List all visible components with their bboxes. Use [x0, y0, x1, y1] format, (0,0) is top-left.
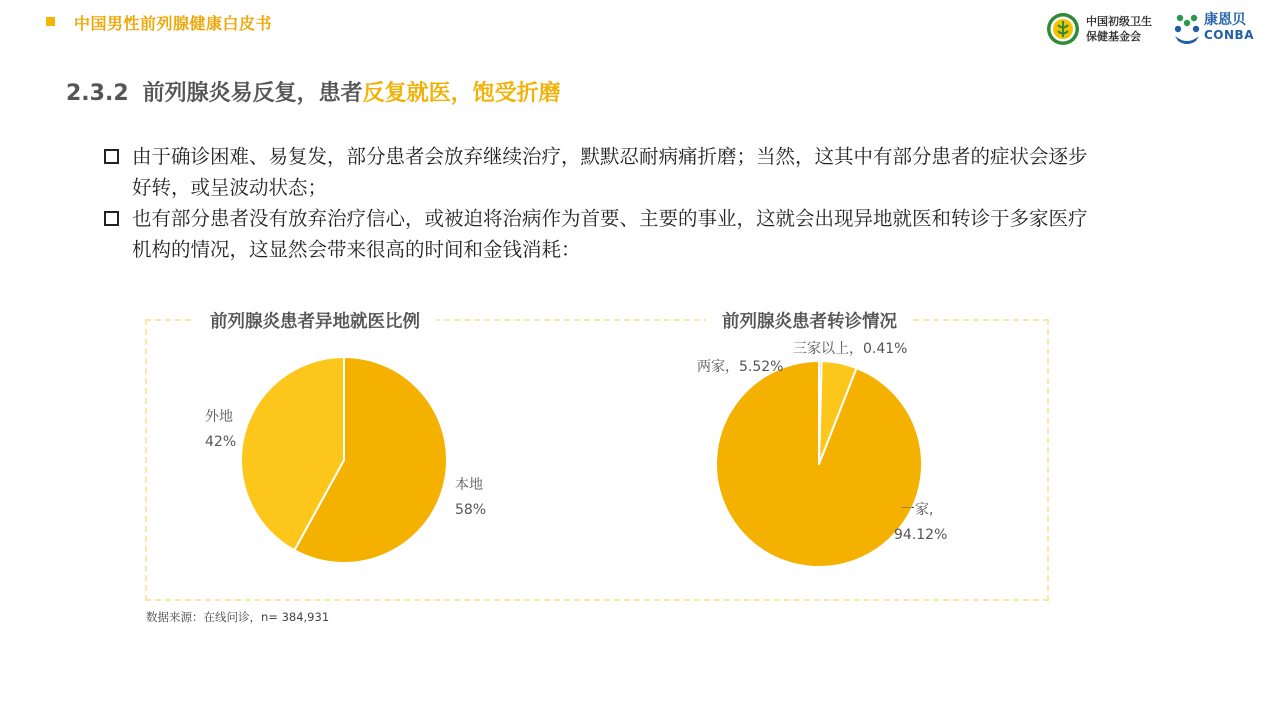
- slice-value-label: 94.12%: [894, 527, 948, 543]
- slice-label: 一家,: [901, 502, 934, 518]
- conba-name-en: CONBA: [1204, 28, 1254, 42]
- chart-title-remote: 前列腺炎患者异地就医比例: [194, 308, 436, 333]
- section-title-accent: 反复就医，饱受折磨: [362, 81, 561, 106]
- conba-name-cn: 康恩贝: [1204, 12, 1246, 28]
- data-source: 数据来源：在线问诊，n= 384,931: [146, 610, 330, 624]
- slice-value-label: 58%: [455, 502, 487, 518]
- bullet-text: 也有部分患者没有放弃治疗信心，或被迫将治病作为首要、主要的事业，这就会出现异地就医和转诊于多家医疗机构的情况，这显然会带来很高的时间和金钱消耗：: [132, 207, 1088, 261]
- foundation-name-line2: 保健基金会: [1086, 30, 1141, 43]
- section-number: 2.3.2: [66, 81, 129, 106]
- section-title-main: 前列腺炎易反复，患者: [142, 81, 363, 106]
- report-title: 中国男性前列腺健康白皮书: [74, 14, 273, 33]
- slice-value-label: 42%: [205, 434, 237, 450]
- foundation-name-line1: 中国初级卫生: [1086, 15, 1152, 28]
- slice-label: 外地: [205, 409, 233, 425]
- slice-label: 本地: [455, 477, 483, 493]
- slice-label: 两家，5.52%: [697, 359, 784, 375]
- chart-title-referral: 前列腺炎患者转诊情况: [706, 308, 913, 333]
- slice-label: 三家以上，0.41%: [793, 341, 908, 357]
- bullet-text: 由于确诊困难、易复发，部分患者会放弃继续治疗，默默忍耐病痛折磨；当然，这其中有部分患者的症状会逐步好转，或呈波动状态；: [132, 145, 1088, 199]
